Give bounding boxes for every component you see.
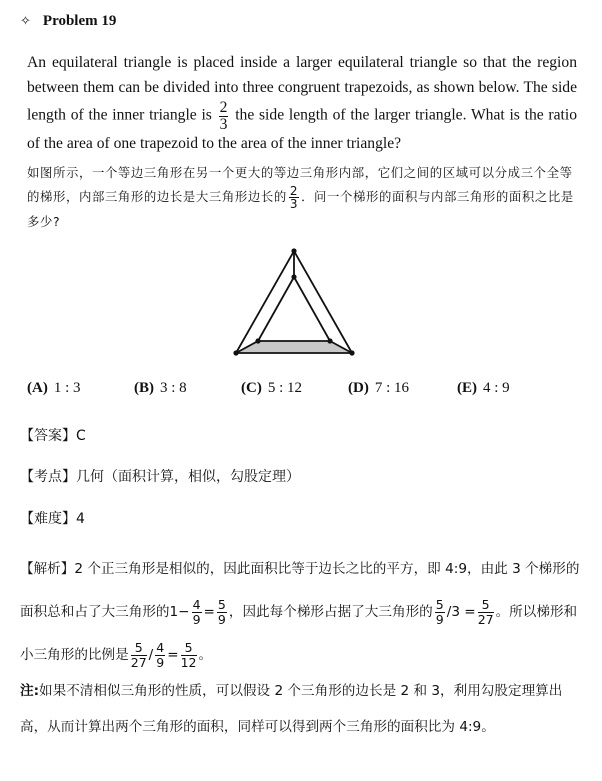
topic-label: 【考点】 bbox=[20, 469, 76, 485]
choice-e[interactable] bbox=[457, 380, 510, 397]
problem-title: Problem 19 bbox=[42, 13, 117, 29]
choice-label: (C) bbox=[241, 380, 262, 396]
fraction-denominator: 3 bbox=[219, 115, 228, 133]
analysis-text: ，因此每个梯形占据了大三角形的 bbox=[228, 604, 433, 620]
fraction-two-thirds bbox=[219, 100, 229, 132]
choice-value: 4 : 9 bbox=[483, 380, 510, 396]
fraction-denominator: 9 bbox=[156, 654, 165, 670]
analysis-text: 2 个正三角形是相似的，因此面积比等于边长之比的平方，即 4:9，由此 3 个梯形的面积总和占了大三角形的1− bbox=[20, 561, 580, 620]
analysis-text: /3 = bbox=[446, 604, 476, 620]
problem-text-zh-2: ．问一个梯形的面积与内部三角形的面积之比是多少? bbox=[27, 189, 574, 229]
diamond-outline-icon: ✧ bbox=[20, 14, 31, 29]
triangle-figure bbox=[228, 245, 360, 360]
choice-label: (E) bbox=[457, 380, 477, 396]
answer-line bbox=[20, 425, 86, 445]
fraction-numerator: 5 bbox=[478, 598, 494, 612]
fraction-numerator: 4 bbox=[156, 640, 165, 656]
fraction-denominator: 9 bbox=[192, 611, 201, 627]
choice-a[interactable] bbox=[27, 380, 81, 397]
choice-value: 5 : 12 bbox=[267, 380, 302, 396]
vertex-dot bbox=[255, 338, 260, 343]
fraction-numerator: 2 bbox=[289, 184, 299, 198]
problem-text-en-1: An equilateral triangle is placed inside a larger equilateral triangle so that the region between them can be divided into three congruent trapezoids, as shown below. The side length of the inner triangle is bbox=[27, 54, 577, 124]
analysis-text: / bbox=[148, 647, 154, 663]
fraction-two-thirds-zh bbox=[289, 185, 299, 210]
analysis-text: = bbox=[203, 604, 215, 620]
choice-label: (D) bbox=[348, 380, 369, 396]
problem-text-en-2: the side length of the larger triangle. What is the ratio of the area of one trapezoid to the area of the inner triangle? bbox=[27, 106, 578, 153]
analysis-text: = bbox=[167, 647, 179, 663]
fraction-numerator: 5 bbox=[435, 597, 444, 613]
fraction-numerator: 4 bbox=[192, 597, 201, 613]
answer-label: 【答案】 bbox=[20, 428, 76, 444]
analysis-label: 【解析】 bbox=[20, 561, 75, 577]
vertex-dot bbox=[233, 350, 238, 355]
fraction bbox=[155, 641, 165, 668]
choice-d[interactable] bbox=[348, 380, 409, 397]
topic-line bbox=[20, 466, 300, 486]
topic-value: 几何（面积计算，相似，勾股定理） bbox=[76, 469, 300, 485]
difficulty-value: 4 bbox=[76, 511, 85, 527]
fraction bbox=[217, 598, 227, 625]
vertex-dot bbox=[349, 350, 354, 355]
fraction bbox=[478, 598, 494, 625]
choice-value: 7 : 16 bbox=[374, 380, 409, 396]
answer-value: C bbox=[76, 428, 86, 444]
fraction-numerator: 2 bbox=[219, 99, 228, 116]
problem-statement-zh bbox=[27, 161, 577, 234]
choice-label: (B) bbox=[134, 380, 154, 396]
fraction-denominator: 9 bbox=[435, 611, 444, 627]
fraction-denominator: 9 bbox=[217, 611, 226, 627]
analysis-text: 。 bbox=[198, 647, 213, 663]
analysis-block bbox=[20, 548, 585, 677]
note-block bbox=[20, 673, 585, 745]
problem-header bbox=[20, 13, 116, 30]
fraction bbox=[192, 598, 202, 625]
choice-c[interactable] bbox=[241, 380, 302, 397]
vertex-dot bbox=[291, 274, 296, 279]
difficulty-label: 【难度】 bbox=[20, 511, 76, 527]
fraction-denominator: 12 bbox=[180, 654, 197, 670]
difficulty-line bbox=[20, 508, 85, 528]
choice-value: 3 : 8 bbox=[160, 380, 187, 396]
note-text: 如果不清相似三角形的性质，可以假设 2 个三角形的边长是 2 和 3，利用勾股定理算出高，从而计算出两个三角形的面积，同样可以得到两个三角形的面积比为 4:9。 bbox=[20, 683, 563, 735]
fraction-numerator: 5 bbox=[181, 641, 197, 655]
fraction-numerator: 5 bbox=[131, 641, 147, 655]
note-label: 注: bbox=[20, 683, 40, 699]
fraction-numerator: 5 bbox=[217, 597, 226, 613]
fraction-denominator: 27 bbox=[130, 654, 147, 670]
problem-statement-en bbox=[27, 51, 577, 157]
fraction bbox=[131, 641, 147, 668]
vertex-dot bbox=[327, 338, 332, 343]
inner-triangle bbox=[258, 277, 330, 341]
choice-label: (A) bbox=[27, 380, 48, 396]
choice-value: 1 : 3 bbox=[53, 380, 81, 396]
analysis-text: 。所以梯形和小三角形的比例是 bbox=[20, 604, 578, 663]
vertex-dot bbox=[291, 248, 296, 253]
choice-b[interactable] bbox=[134, 380, 187, 397]
problem-text-zh-1: 如图所示，一个等边三角形在另一个更大的等边三角形内部，它们之间的区域可以分成三个全等的梯形，内部三角形的边长是大三角形边长的 bbox=[27, 165, 573, 204]
fraction bbox=[435, 598, 445, 625]
fraction-denominator: 27 bbox=[477, 611, 494, 627]
fraction bbox=[181, 641, 197, 668]
fraction-denominator: 3 bbox=[289, 197, 299, 211]
